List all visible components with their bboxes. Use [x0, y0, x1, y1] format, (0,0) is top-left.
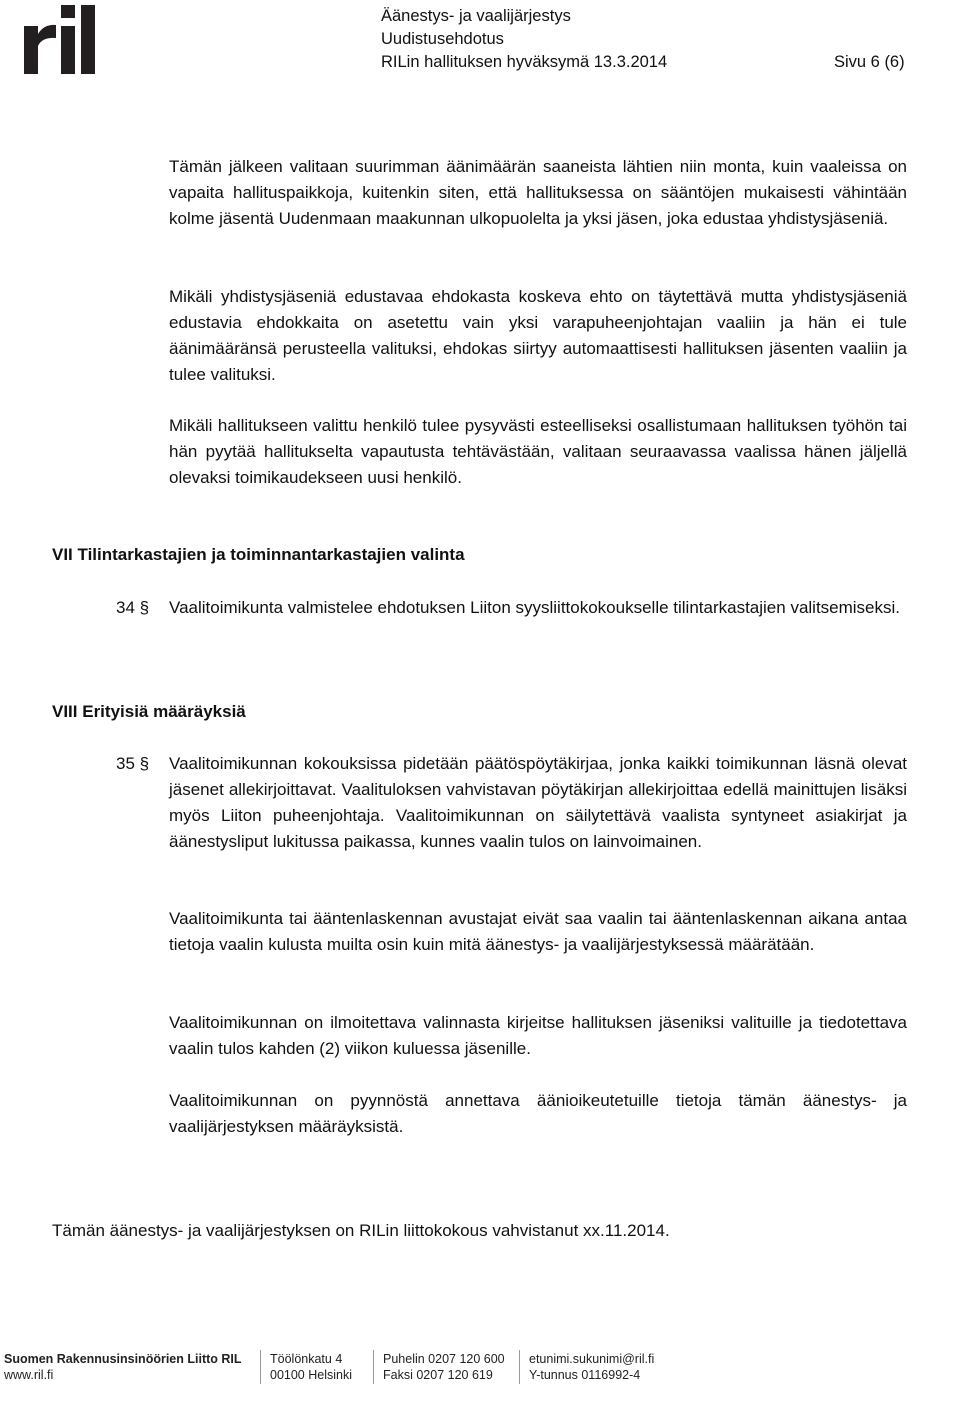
footer-email: etunimi.sukunimi@ril.fi: [529, 1352, 655, 1366]
footer-org-name: Suomen Rakennusinsinöörien Liitto RIL: [4, 1352, 242, 1366]
section-number-34: 34 §: [116, 598, 150, 617]
section-35-paragraph-information: Vaalitoimikunnan on pyynnöstä annettava äänioikeutetuille tietoja tämän äänestys- ja vaalijärjestyksen määräyksistä.: [169, 1091, 907, 1136]
section-34-text: Vaalitoimikunta valmistelee ehdotuksen Liiton syysliittokokoukselle tilintarkastajien valitsemiseksi.: [169, 598, 901, 617]
footer-fax: Faksi 0207 120 619: [383, 1368, 493, 1382]
footer-phone: Puhelin 0207 120 600: [383, 1352, 505, 1366]
footer-city: 00100 Helsinki: [270, 1368, 352, 1382]
page-number: Sivu 6 (6): [834, 53, 905, 71]
closing-statement: Tämän äänestys- ja vaalijärjestyksen on RILin liittokokous vahvistanut xx.11.2014.: [52, 1221, 670, 1240]
footer-street: Töölönkatu 4: [270, 1352, 343, 1366]
doc-title: Äänestys- ja vaalijärjestys: [381, 7, 571, 25]
ril-logo: [22, 4, 100, 76]
doc-status: Uudistusehdotus: [381, 30, 504, 48]
section-35-paragraph-confidentiality: Vaalitoimikunta tai ääntenlaskennan avustajat eivät saa vaalin tai ääntenlaskennan aikana antaa tietoja vaalin kulusta muilta osin kuin mitä äänestys- ja vaalijärjestyksessä määrätään.: [169, 909, 907, 954]
footer-website: www.ril.fi: [4, 1368, 54, 1382]
footer-divider: [373, 1350, 374, 1384]
section-heading-vii: VII Tilintarkastajien ja toiminnantarkastajien valinta: [52, 545, 465, 564]
paragraph-board-selection: Tämän jälkeen valitaan suurimman äänimäärän saaneista lähtien niin monta, kuin vaaleissa on vapaita hallituspaikkoja, kuitenkin siten, että hallituksessa on sääntöjen mukaisesti vähintään kolme jäsentä Uudenmaan maakunnan ulkopuolelta ja yksi jäsen, joka edustaa yhdistysjäseniä.: [169, 157, 907, 228]
section-35-paragraph-minutes: Vaalitoimikunnan kokouksissa pidetään päätöspöytäkirjaa, jonka kaikki toimikunnan läsnä olevat jäsenet allekirjoittavat. Vaalituloksen vahvistavan pöytäkirjan allekirjoittaa edellä mainittujen lisäksi myös Liiton puheenjohtaja. Vaalitoimikunnan on säilytettävä vaalista syntyneet asiakirjat ja äänestysliput lukitussa paikassa, kunnes vaalin tulos on lainvoimainen.: [169, 754, 907, 851]
approval-note: RILin hallituksen hyväksymä 13.3.2014: [381, 53, 668, 71]
paragraph-replacement: Mikäli hallitukseen valittu henkilö tulee pysyvästi esteelliseksi osallistumaan hallituksen työhön tai hän pyytää hallitukselta vapautusta tehtävästään, valitaan seuraavassa vaalissa hänen jäljellä olevaksi toimikaudekseen uusi henkilö.: [169, 416, 907, 487]
footer-business-id: Y-tunnus 0116992-4: [529, 1368, 641, 1382]
footer-divider: [260, 1350, 261, 1384]
footer-divider: [519, 1350, 520, 1384]
section-number-35: 35 §: [116, 754, 150, 773]
section-35-paragraph-notification: Vaalitoimikunnan on ilmoitettava valinnasta kirjeitse hallituksen jäseniksi valituille ja tiedotettava vaalin tulos kahden (2) viikon kuluessa jäsenille.: [169, 1013, 907, 1058]
paragraph-member-representative: Mikäli yhdistysjäseniä edustavaa ehdokasta koskeva ehto on täytettävä mutta yhdistysjäseniä edustavia ehdokkaita on asetettu vain yksi varapuheenjohtajan vaaliin ja hän ei tule äänimääränsä perusteella valituksi, ehdokas siirtyy automaattisesti hallituksen jäsenten vaaliin ja tulee valituksi.: [169, 287, 907, 384]
section-heading-viii: VIII Erityisiä määräyksiä: [52, 702, 246, 721]
